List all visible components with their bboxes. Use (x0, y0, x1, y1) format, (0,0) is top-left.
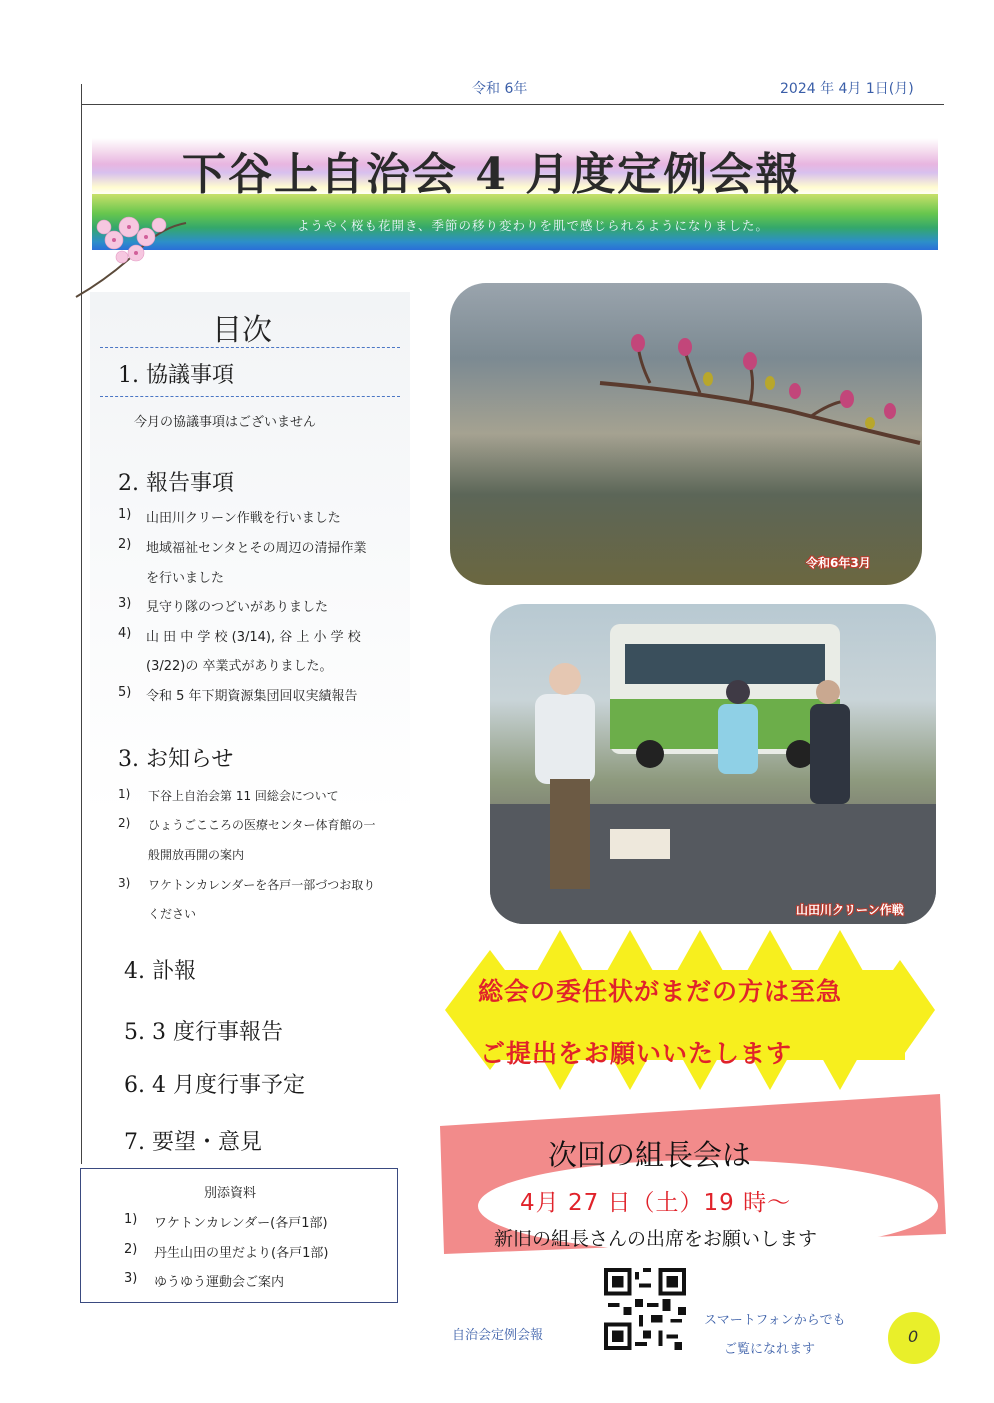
photo-caption-1: 令和6年3月 (806, 556, 871, 570)
list-item-num: 3) (124, 1271, 138, 1286)
list-item-cont: 般開放再開の案内 (148, 848, 245, 862)
list-item: 丹生山田の里だより(各戸1部) (154, 1246, 329, 1261)
list-item-num: 4) (118, 626, 132, 641)
cherry-blossom-photo (450, 283, 922, 585)
qr-code[interactable] (602, 1268, 688, 1350)
section-heading-5: 5. 3 度行事報告 (124, 1020, 283, 1045)
cherry-buds-illustration (450, 283, 922, 585)
section-heading-3: 3. お知らせ (118, 747, 234, 772)
divider (100, 396, 400, 397)
divider (100, 347, 400, 348)
cleanup-scene-illustration (490, 604, 936, 924)
list-item-num: 3) (118, 596, 132, 611)
list-item-num: 1) (118, 507, 132, 522)
list-item: ワケトンカレンダー(各戸1部) (154, 1216, 328, 1231)
page-title: 下谷上自治会 4 月度定例会報 (182, 149, 802, 200)
list-item-num: 2) (124, 1242, 138, 1257)
list-item: 見守り隊のつどいがありました (146, 600, 329, 615)
footer-smartphone-note-1: スマートフォンからでも (704, 1313, 846, 1328)
header-date: 2024 年 4月 1日(月) (780, 81, 914, 97)
list-item: ゆうゆう運動会ご案内 (154, 1275, 285, 1290)
list-item-cont: (3/22)の 卒業式がありました。 (146, 659, 333, 674)
list-item-num: 1) (118, 787, 131, 801)
notice-line-2: ご提出をお願いいたします (480, 1039, 793, 1068)
list-item: 令和 5 年下期資源集団回収実績報告 (146, 689, 358, 704)
list-item: 地域福祉センタとその周辺の清掃作業 (146, 541, 367, 556)
list-item: ワケトンカレンダーを各戸一部づつお取り (148, 878, 376, 892)
list-item-num: 1) (124, 1212, 138, 1227)
title-banner (92, 138, 938, 250)
river-cleanup-photo (490, 604, 936, 924)
meeting-note: 新旧の組長さんの出席をお願いします (494, 1228, 818, 1250)
section-heading-1: 1. 協議事項 (118, 363, 234, 388)
list-item: ひょうごこころの医療センター体育館の一 (148, 818, 376, 832)
sakura-branch-illustration (74, 205, 194, 305)
meeting-title: 次回の組長会は (548, 1138, 752, 1172)
notice-line-1: 総会の委任状がまだの方は至急 (478, 977, 843, 1006)
attachments-title: 別添資料 (204, 1186, 257, 1201)
header-rule (82, 104, 944, 105)
section-heading-2: 2. 報告事項 (118, 471, 234, 496)
list-item-cont: を行いました (146, 571, 225, 586)
toc-title: 目次 (212, 313, 272, 348)
list-item-num: 5) (118, 685, 132, 700)
list-item: 下谷上自治会第 11 回総会について (148, 789, 339, 803)
page-number: 0 (908, 1327, 919, 1346)
yellow-diamond-notice (445, 930, 935, 1095)
meeting-datetime: 4月 27 日（土）19 時～ (520, 1190, 792, 1216)
section-heading-4: 4. 訃報 (124, 959, 196, 984)
page-subtitle: ようやく桜も花開き、季節の移り変わりを肌で感じられるようになりました。 (297, 218, 770, 233)
section-1-item: 今月の協議事項はございません (134, 415, 317, 430)
list-item-num: 2) (118, 537, 132, 552)
list-item-num: 2) (118, 816, 131, 830)
footer-publication-name: 自治会定例会報 (452, 1328, 544, 1343)
header-era: 令和 6年 (472, 81, 528, 97)
list-item: 山 田 中 学 校 (3/14), 谷 上 小 学 校 (146, 630, 361, 645)
list-item-num: 3) (118, 876, 131, 890)
list-item: 山田川クリーン作戦を行いました (146, 511, 341, 526)
footer-smartphone-note-2: ご覧になれます (724, 1342, 816, 1357)
list-item-cont: ください (148, 907, 197, 921)
photo-caption-2: 山田川クリーン作戦 (796, 903, 904, 917)
section-heading-6: 6. 4 月度行事予定 (124, 1073, 305, 1098)
section-heading-7: 7. 要望・意見 (124, 1130, 262, 1155)
